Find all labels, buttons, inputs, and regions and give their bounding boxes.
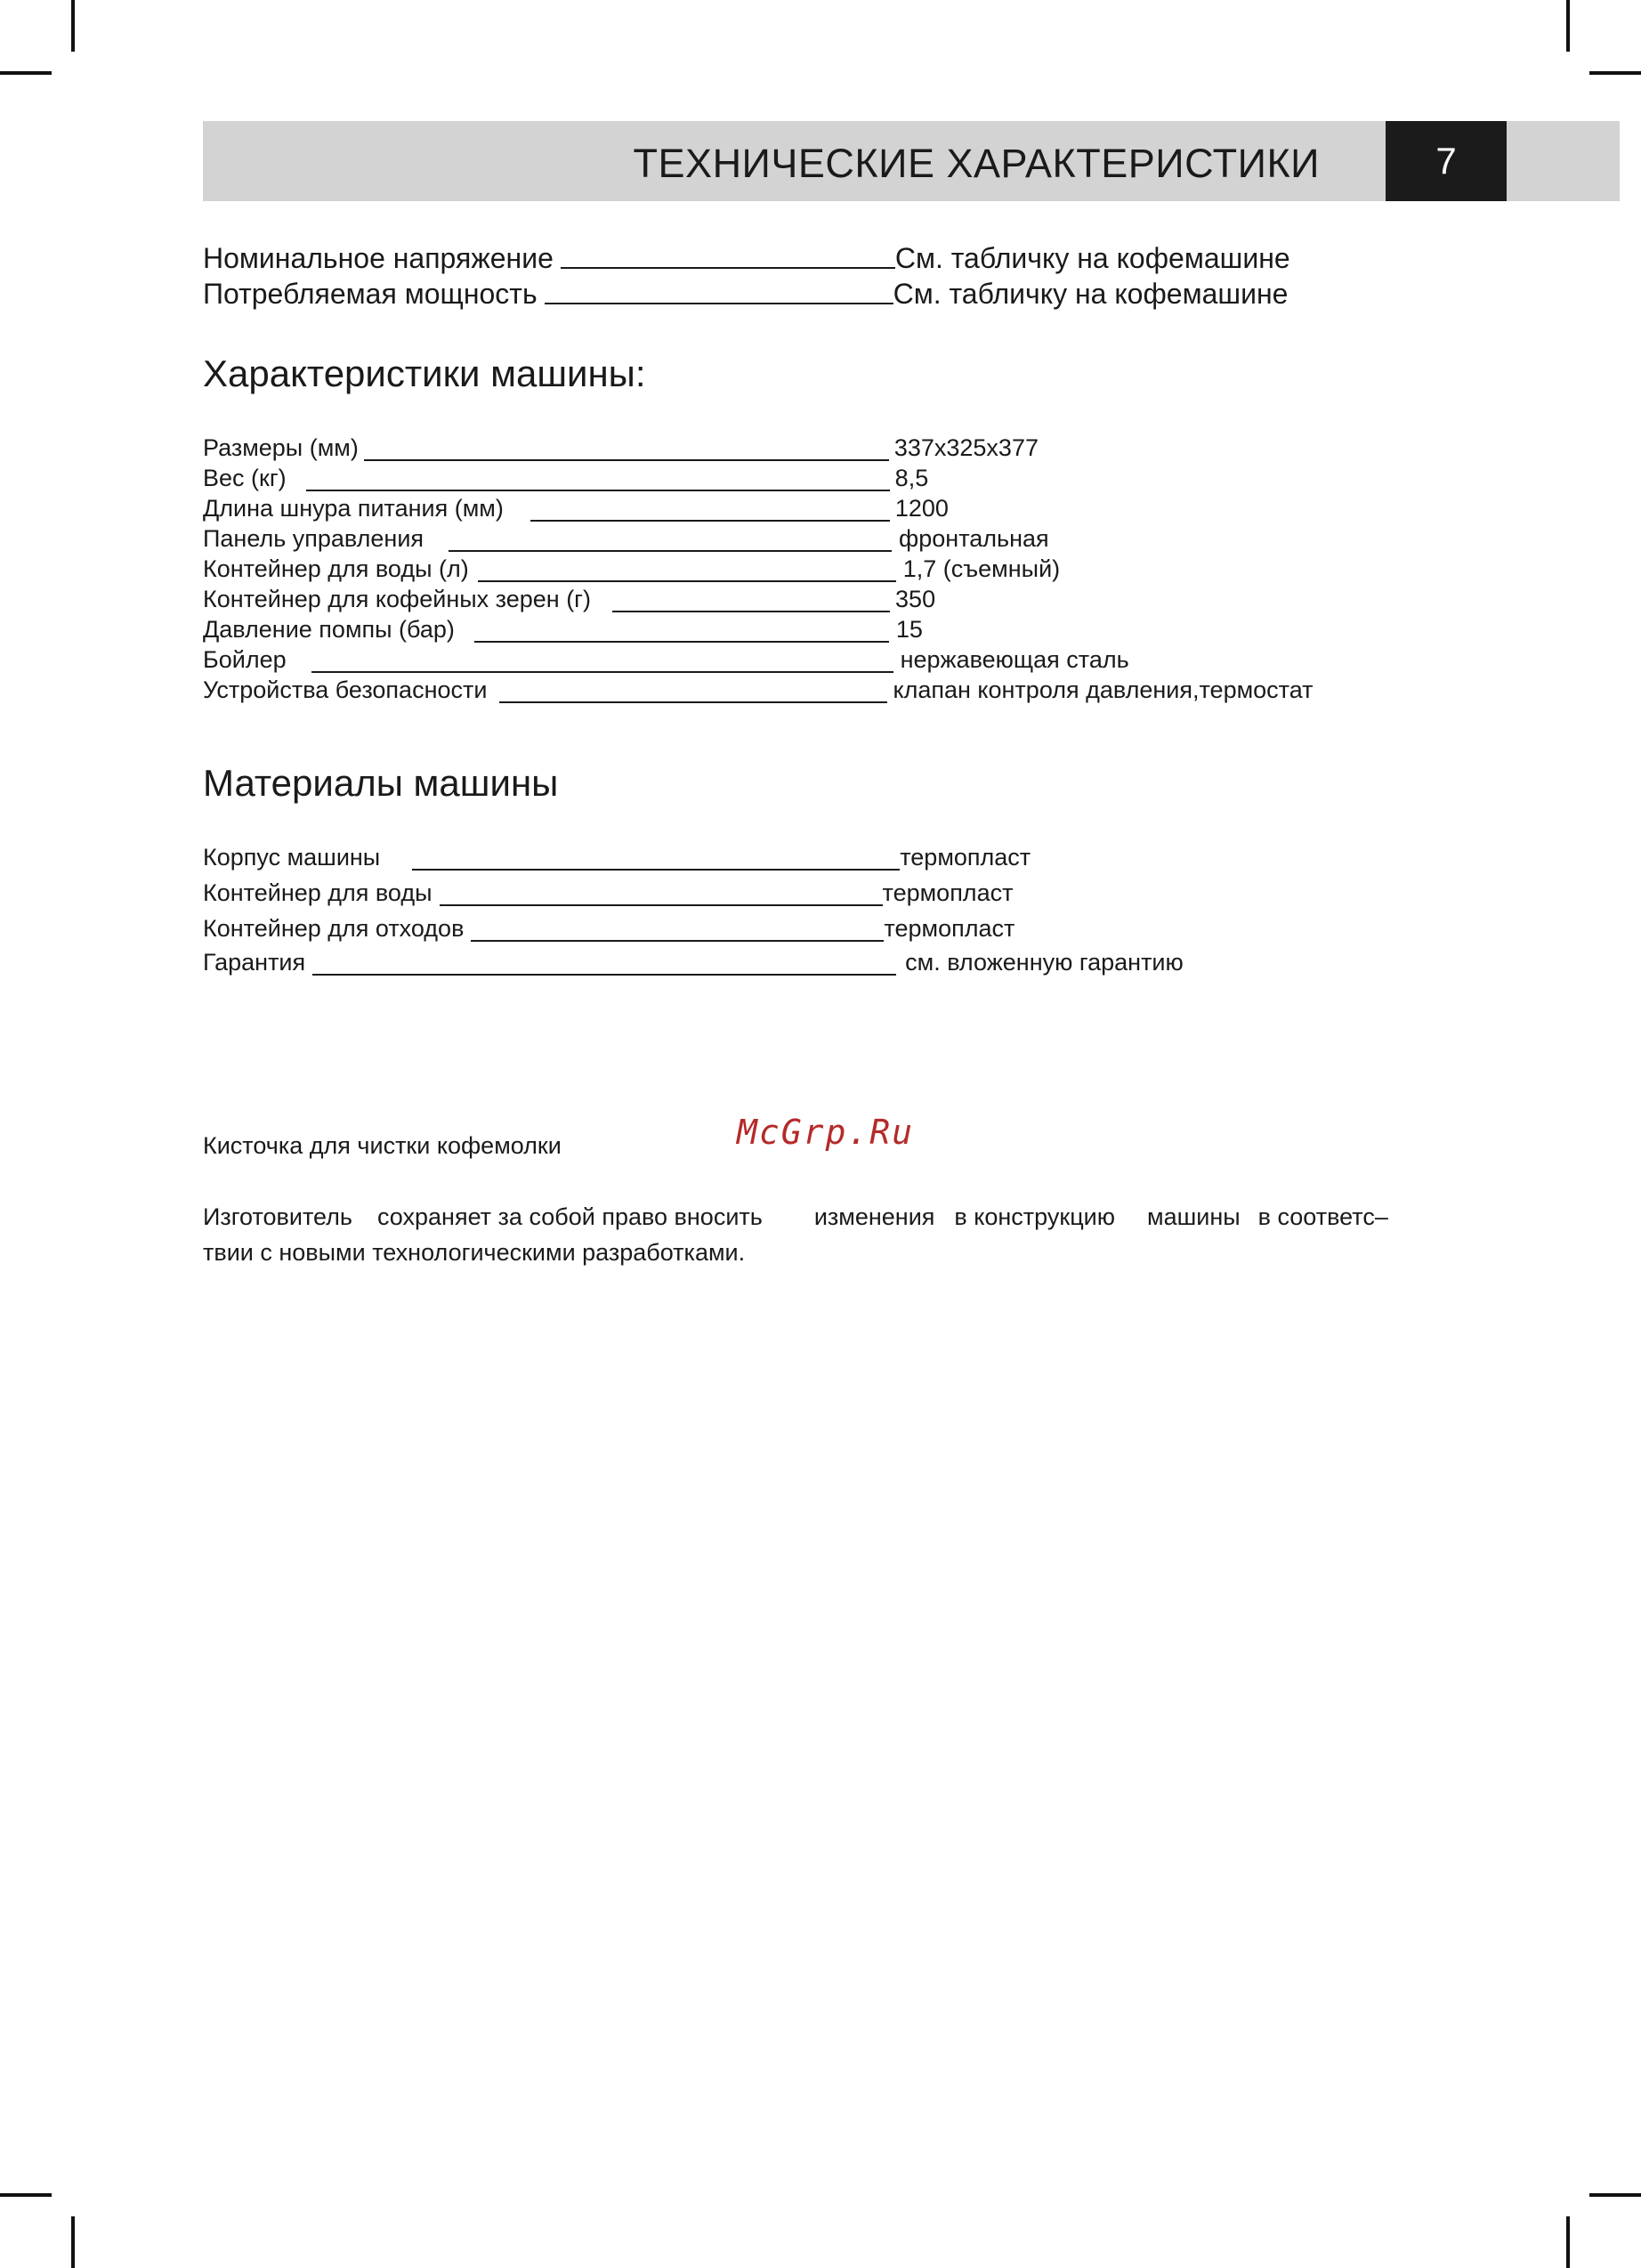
material-label: Контейнер для воды — [203, 879, 432, 906]
spec-value: См. табличку на кофемашине — [893, 278, 1289, 310]
material-label: Гарантия — [203, 949, 306, 976]
spec-value: 350 — [895, 586, 936, 612]
disclaimer-word: в соответс– — [1257, 1203, 1388, 1230]
material-label: Контейнер для отходов — [203, 915, 465, 942]
crop-mark-bottom-right-vertical — [1566, 2216, 1570, 2268]
machine-specs-title: Характеристики машины: — [203, 352, 646, 394]
material-row-body — [203, 844, 1031, 876]
spec-row-control-panel — [203, 525, 1049, 557]
spec-value: 1,7 (съемный) — [902, 555, 1061, 582]
spec-label: Контейнер для кофейных зерен (г) — [203, 586, 592, 612]
leader-line — [612, 611, 890, 612]
material-value: термопласт — [900, 844, 1031, 871]
spec-value: фронтальная — [899, 525, 1049, 552]
leader-line — [478, 580, 896, 582]
spec-value: 337x325x377 — [893, 434, 1039, 461]
material-label: Корпус машины — [203, 844, 381, 871]
disclaimer-word: Изготовитель — [203, 1203, 352, 1230]
crop-mark-bottom-right-horizontal — [1589, 2193, 1641, 2197]
leader-line — [311, 671, 893, 673]
leader-line — [471, 940, 884, 942]
leader-line — [474, 641, 889, 643]
material-value: термопласт — [882, 879, 1014, 906]
spec-row-water-tank — [203, 555, 1060, 587]
spec-row-boiler — [203, 646, 1129, 678]
material-row-water-tank — [203, 879, 1013, 911]
material-value: термопласт — [884, 915, 1015, 942]
leader-line — [561, 267, 895, 269]
spec-label: Контейнер для воды (л) — [203, 555, 469, 582]
spec-row-cord-length — [203, 495, 949, 527]
disclaimer-word: сохраняет за собой право вносить — [376, 1203, 763, 1230]
crop-mark-top-left-vertical — [71, 0, 75, 52]
material-value: см. вложенную гарантию — [905, 949, 1184, 976]
page-number: 7 — [1386, 121, 1507, 201]
spec-label: Длина шнура питания (мм) — [203, 495, 504, 522]
spec-value: нержавеющая сталь — [900, 646, 1129, 673]
crop-mark-top-left-horizontal — [0, 71, 52, 75]
spec-value: 15 — [895, 616, 923, 643]
crop-mark-top-right-vertical — [1566, 0, 1570, 52]
spec-row-bean-container — [203, 586, 935, 618]
crop-mark-bottom-left-vertical — [71, 2216, 75, 2268]
leader-line — [449, 550, 892, 552]
spec-label: Вес (кг) — [203, 465, 287, 491]
spec-value: клапан контроля давления,термостат — [893, 676, 1314, 703]
leader-line — [364, 459, 889, 461]
spec-label: Панель управления — [203, 525, 424, 552]
crop-mark-bottom-left-horizontal — [0, 2193, 52, 2197]
materials-title: Материалы машины — [203, 762, 559, 804]
disclaimer-line-1 — [203, 1203, 1388, 1231]
accessory-text: Кисточка для чистки кофемолки — [203, 1132, 562, 1159]
leader-line — [499, 701, 887, 703]
disclaimer-word: в конструкцию — [954, 1203, 1115, 1230]
leader-line — [312, 974, 896, 976]
spec-row-safety-devices — [203, 676, 1314, 709]
material-row-warranty — [203, 949, 1184, 981]
material-row-waste-container — [203, 915, 1015, 947]
watermark-logo: McGrp.Ru — [737, 1113, 915, 1152]
spec-label: Размеры (мм) — [203, 434, 359, 461]
spec-row-dimensions — [203, 434, 1039, 466]
spec-label: Потребляемая мощность — [203, 278, 538, 310]
spec-value: 1200 — [894, 495, 949, 522]
spec-row-voltage — [203, 242, 1290, 274]
leader-line — [545, 303, 893, 304]
spec-row-pump-pressure — [203, 616, 923, 648]
spec-row-weight — [203, 465, 928, 497]
leader-line — [306, 490, 890, 491]
spec-label: Номинальное напряжение — [203, 242, 554, 274]
crop-mark-top-right-horizontal — [1589, 71, 1641, 75]
leader-line — [412, 869, 900, 871]
disclaimer-line-2: твии с новыми технологическими разработками. — [203, 1239, 746, 1266]
disclaimer-word: изменения — [813, 1203, 935, 1230]
spec-value: См. табличку на кофемашине — [894, 242, 1290, 274]
spec-label: Давление помпы (бар) — [203, 616, 455, 643]
page-title: ТЕХНИЧЕСКИЕ ХАРАКТЕРИСТИКИ — [633, 141, 1320, 186]
spec-label: Устройства безопасности — [203, 676, 488, 703]
disclaimer-word: машины — [1147, 1203, 1241, 1230]
spec-value: 8,5 — [894, 465, 929, 491]
spec-row-power — [203, 278, 1288, 310]
leader-line — [530, 520, 890, 522]
leader-line — [440, 904, 883, 906]
spec-label: Бойлер — [203, 646, 287, 673]
